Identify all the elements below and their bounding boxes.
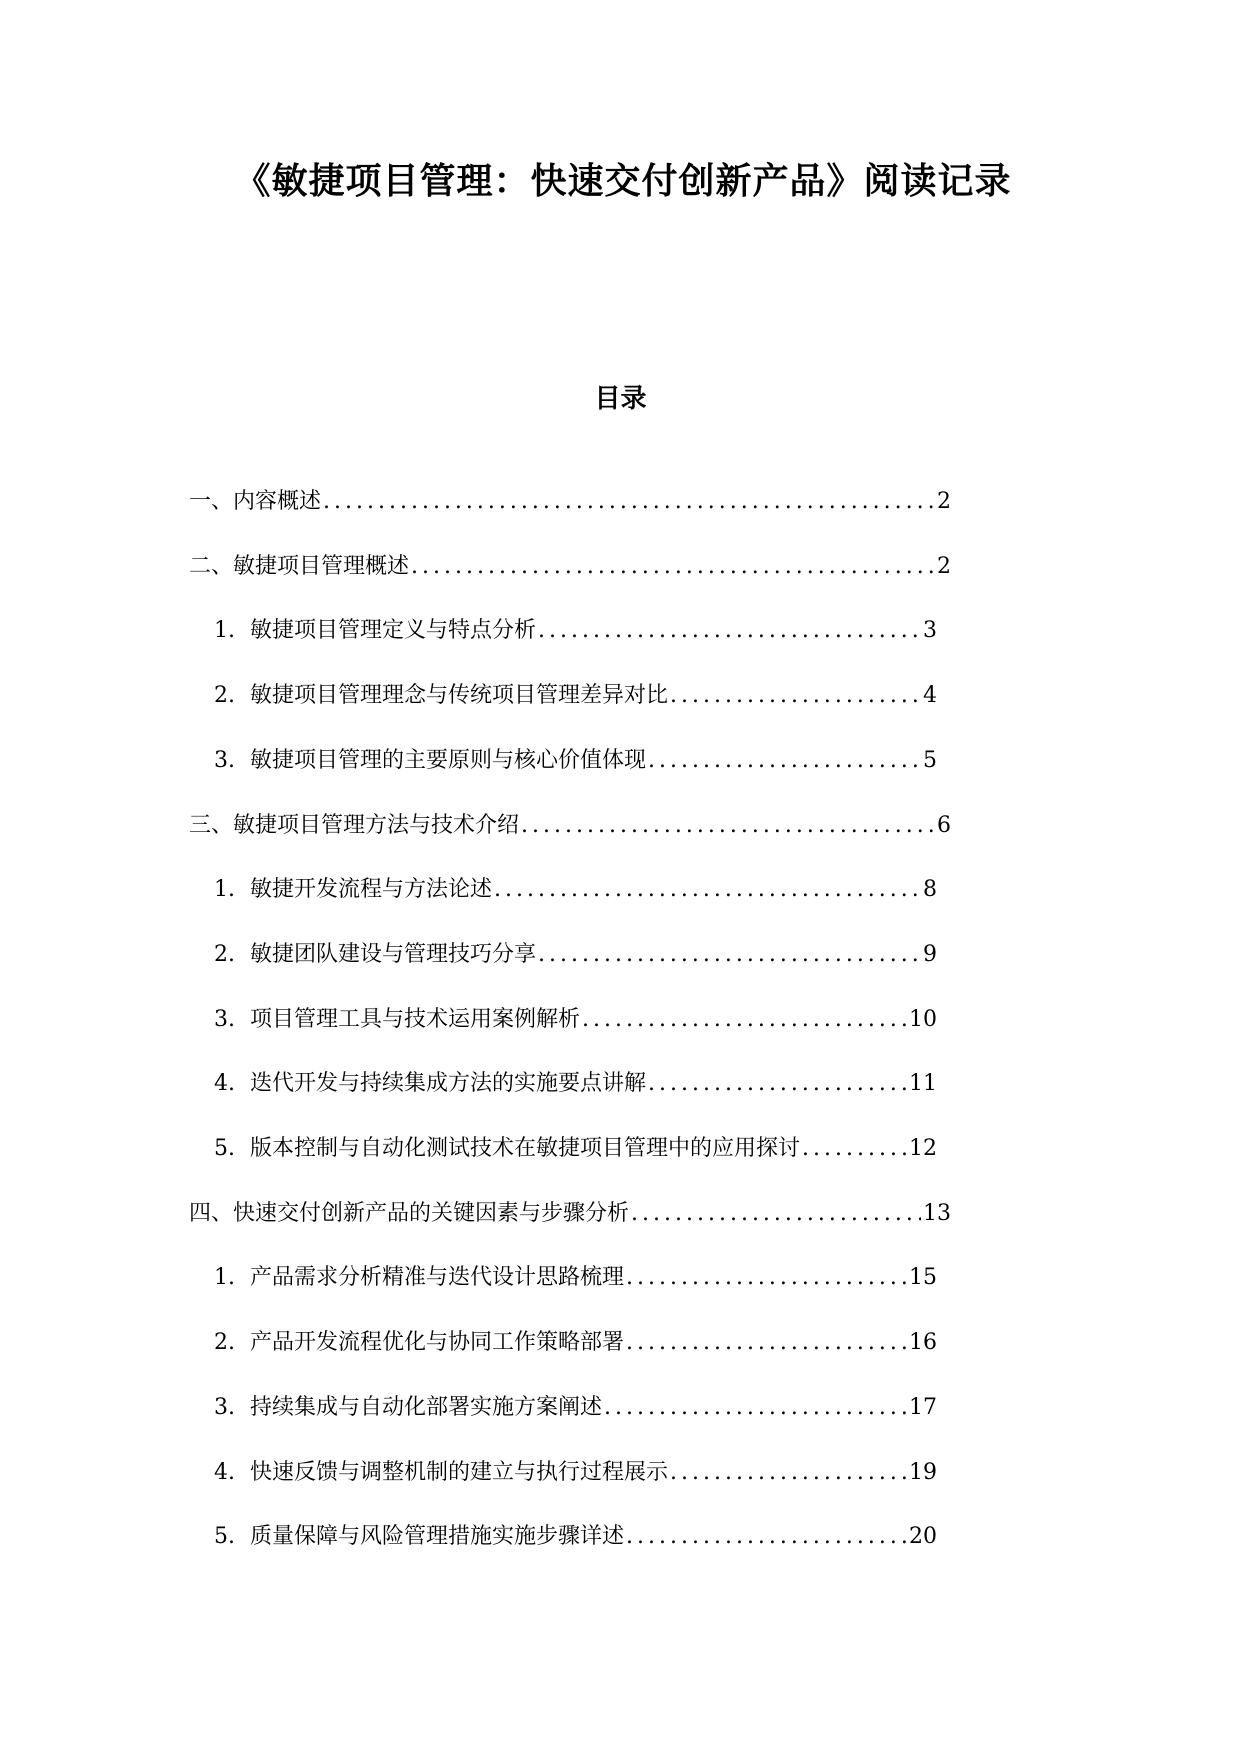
toc-entry-page-number: 6 (937, 812, 951, 838)
document-title: 《敏捷项目管理：快速交付创新产品》阅读记录 (234, 161, 1012, 202)
toc-entry-label: 四、快速交付创新产品的关键因素与步骤分析 (189, 1200, 630, 1226)
toc-leader-dots (604, 1393, 907, 1423)
toc-entry-label: 敏捷团队建设与管理技巧分享 (250, 941, 537, 967)
toc-entry-number: 5. (214, 1524, 235, 1550)
toc-entry-page-number: 12 (909, 1136, 937, 1161)
toc-entry-number: 1. (214, 618, 235, 644)
toc-entry-page-number: 2 (937, 489, 951, 514)
toc-entry[interactable] (214, 681, 937, 711)
toc-entry-number: 2. (214, 941, 235, 967)
toc-leader-dots (626, 1522, 907, 1552)
toc-entry-label: 项目管理工具与技术运用案例解析 (250, 1006, 581, 1032)
toc-entry[interactable] (214, 940, 937, 970)
toc-entry-page-number: 20 (909, 1524, 937, 1550)
toc-leader-dots (670, 681, 921, 711)
toc-entry-page-number: 10 (909, 1006, 937, 1032)
toc-entry[interactable] (214, 616, 937, 646)
toc-entry-number: 3. (214, 1006, 235, 1032)
toc-entry-number: 4. (214, 1071, 235, 1097)
toc-entry-page-number: 8 (923, 877, 937, 903)
toc-leader-dots (538, 616, 921, 646)
toc-entry[interactable] (214, 1134, 937, 1164)
toc-entry-label: 三、敏捷项目管理方法与技术介绍 (189, 812, 520, 838)
toc-entry-page-number: 17 (909, 1394, 937, 1420)
toc-entry-label: 二、敏捷项目管理概述 (189, 553, 410, 579)
toc-entry-number: 1. (214, 1265, 235, 1291)
toc-entry[interactable] (214, 1458, 937, 1488)
toc-leader-dots (626, 1328, 907, 1358)
toc-entry-number: 4. (214, 1459, 235, 1485)
toc-leader-dots (648, 1069, 907, 1099)
toc-entry[interactable] (214, 1263, 937, 1293)
toc-entry-number: 3. (214, 747, 235, 773)
toc-entry-label: 快速反馈与调整机制的建立与执行过程展示 (250, 1459, 669, 1485)
toc-entry-number: 1. (214, 877, 235, 903)
toc-entry-page-number: 16 (909, 1330, 937, 1356)
toc-heading: 目录 (594, 384, 647, 414)
toc-entry[interactable] (214, 875, 937, 905)
toc-entry-label: 产品需求分析精准与迭代设计思路梳理 (250, 1265, 625, 1291)
toc-leader-dots (538, 940, 921, 970)
toc-entry[interactable] (214, 1005, 937, 1035)
toc-leader-dots (670, 1458, 907, 1488)
toc-entry-label: 敏捷开发流程与方法论述 (250, 877, 493, 903)
toc-entry-label: 敏捷项目管理理念与传统项目管理差异对比 (250, 683, 669, 709)
toc-leader-dots (626, 1263, 907, 1293)
toc-entry-label: 敏捷项目管理的主要原则与核心价值体现 (250, 747, 647, 773)
toc-leader-dots (494, 875, 921, 905)
toc-entry-page-number: 2 (937, 553, 951, 579)
toc-entry-page-number: 3 (923, 618, 937, 644)
toc-entry-page-number: 11 (909, 1071, 937, 1097)
toc-entry[interactable] (214, 1328, 937, 1358)
toc-leader-dots (802, 1134, 907, 1164)
toc-entry-page-number: 4 (923, 683, 937, 709)
toc-leader-dots (323, 487, 935, 517)
toc-entry[interactable] (189, 552, 951, 582)
toc-entry-label: 一、内容概述 (189, 489, 322, 514)
toc-entry-page-number: 9 (923, 941, 937, 967)
toc-entry-number: 3. (214, 1394, 235, 1420)
toc-entry-page-number: 15 (909, 1265, 937, 1291)
toc-entry-page-number: 5 (923, 747, 937, 773)
toc-entry[interactable] (214, 1522, 937, 1552)
toc-entry-label: 质量保障与风险管理措施实施步骤详述 (250, 1524, 625, 1550)
toc-entry[interactable] (214, 746, 937, 776)
toc-entry-label: 迭代开发与持续集成方法的实施要点讲解 (250, 1071, 647, 1097)
toc-leader-dots (648, 746, 921, 776)
toc-entry-page-number: 13 (923, 1200, 951, 1226)
toc-entry-label: 版本控制与自动化测试技术在敏捷项目管理中的应用探讨 (250, 1136, 801, 1161)
toc-entry-label: 敏捷项目管理定义与特点分析 (250, 618, 537, 644)
toc-entry-label: 产品开发流程优化与协同工作策略部署 (250, 1330, 625, 1356)
toc-leader-dots (582, 1005, 907, 1035)
toc-entry[interactable] (214, 1393, 937, 1423)
toc-entry-page-number: 19 (909, 1459, 937, 1485)
toc-leader-dots (521, 811, 935, 841)
toc-entry[interactable] (189, 1199, 951, 1229)
toc-entry[interactable] (214, 1069, 937, 1099)
toc-leader-dots (411, 552, 935, 582)
toc-leader-dots (631, 1199, 921, 1229)
toc-entry[interactable] (189, 487, 951, 517)
toc-entry-number: 5. (214, 1136, 235, 1161)
toc-entry-number: 2. (214, 683, 235, 709)
toc-entry[interactable] (189, 811, 951, 841)
toc-entry-label: 持续集成与自动化部署实施方案阐述 (250, 1394, 603, 1420)
toc-entry-number: 2. (214, 1330, 235, 1356)
